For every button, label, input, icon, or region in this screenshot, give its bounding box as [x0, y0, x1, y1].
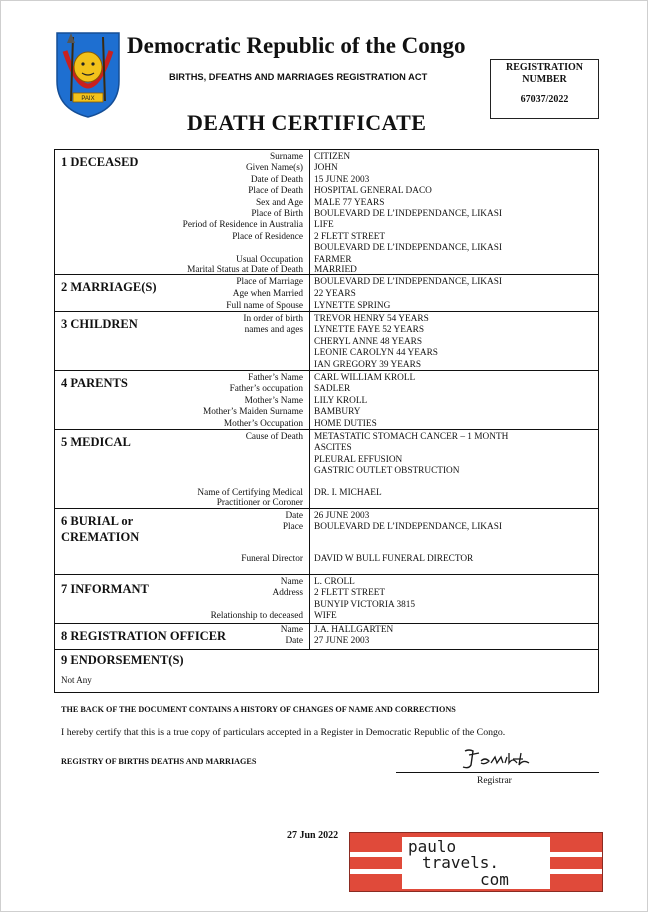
- section-title: 9 ENDORSEMENT(S): [61, 653, 184, 667]
- officer-name-value: J.A. HALLGARTEN: [314, 625, 394, 635]
- place-of-death-value: HOSPITAL GENERAL DACO: [314, 186, 432, 197]
- date-of-death-label: Date of Death: [250, 174, 303, 185]
- section-title: 5 MEDICAL: [61, 435, 131, 449]
- date-of-death-value: 15 JUNE 2003: [314, 174, 370, 185]
- child-entry: CHERYL ANNE 48 YEARS: [314, 336, 423, 347]
- burial-date-value: 26 JUNE 2003: [314, 511, 370, 521]
- svg-text:PAIX: PAIX: [81, 96, 95, 102]
- back-of-document-note: THE BACK OF THE DOCUMENT CONTAINS A HISTORY OF CHANGES OF NAME AND CORRECTIONS: [61, 705, 456, 714]
- registration-label: REGISTRATION NUMBER: [505, 62, 584, 85]
- fathers-occupation-label: Father’s occupation: [229, 384, 303, 395]
- certification-statement: I hereby certify that this is a true copy of particulars accepted in a Register in Democratic Republic of the Congo.: [61, 727, 506, 738]
- certifying-practitioner-label: Name of Certifying Medical: [197, 487, 303, 498]
- issue-date: 27 Jun 2022: [287, 830, 339, 841]
- fathers-name-label: Father’s Name: [248, 373, 303, 383]
- child-entry: IAN GREGORY 39 YEARS: [314, 359, 422, 370]
- section-medical: [55, 430, 598, 509]
- informant-name-value: L. CROLL: [314, 577, 355, 587]
- burial-place-label: Place: [282, 522, 303, 533]
- section-title: 2 MARRIAGE(S): [61, 280, 157, 294]
- country-name: Democratic Republic of the Congo: [127, 33, 466, 58]
- child-entry: LYNETTE FAYE 52 YEARS: [314, 325, 425, 336]
- mothers-occupation-value: HOME DUTIES: [314, 418, 377, 429]
- mothers-maiden-value: BAMBURY: [314, 407, 361, 418]
- section-title: 7 INFORMANT: [61, 582, 149, 596]
- paulo-travels-watermark: [349, 832, 603, 892]
- certifying-practitioner-value: DR. I. MICHAEL: [314, 487, 382, 498]
- section-title: 6 BURIAL or CREMATION: [61, 514, 140, 544]
- mothers-maiden-label: Mother’s Maiden Surname: [202, 407, 303, 418]
- children-label-2: names and ages: [244, 325, 303, 336]
- section-deceased: [55, 150, 598, 275]
- child-entry: LEONIE CAROLYN 44 YEARS: [314, 348, 438, 359]
- given-names-value: JOHN: [314, 163, 338, 174]
- children-label: In order of birth: [243, 314, 303, 324]
- relationship-value: WIFE: [314, 611, 337, 622]
- registration-number: 67037/2022: [520, 94, 569, 105]
- cause-of-death-value: PLEURAL EFFUSION: [314, 454, 403, 465]
- section-marriage: [55, 275, 598, 312]
- informant-address-value-2: BUNYIP VICTORIA 3815: [314, 599, 416, 610]
- usual-occupation-label: Usual Occupation: [236, 254, 303, 265]
- place-of-marriage-label: Place of Marriage: [236, 277, 303, 287]
- place-of-residence-value: 2 FLETT STREET: [314, 231, 386, 242]
- informant-name-label: Name: [280, 577, 303, 587]
- period-of-residence-label: Period of Residence in Australia: [182, 220, 303, 231]
- section-registration-officer: [55, 624, 598, 650]
- spouse-name-value: LYNETTE SPRING: [314, 300, 391, 311]
- cause-of-death-label: Cause of Death: [245, 432, 303, 442]
- watermark-text: paulo travels. com: [402, 837, 550, 889]
- sex-age-label: Sex and Age: [256, 197, 303, 208]
- certificate-form: [54, 149, 599, 693]
- section-title: 4 PARENTS: [61, 376, 128, 390]
- fathers-occupation-value: SADLER: [314, 384, 351, 395]
- funeral-director-value: DAVID W BULL FUNERAL DIRECTOR: [314, 553, 474, 564]
- informant-address-label: Address: [272, 588, 303, 599]
- mothers-name-label: Mother’s Name: [244, 395, 303, 406]
- section-burial: [55, 509, 598, 575]
- mothers-name-value: LILY KROLL: [314, 395, 368, 406]
- period-of-residence-value: LIFE: [314, 220, 334, 231]
- fathers-name-value: CARL WILLIAM KROLL: [314, 373, 416, 383]
- signature-line: [396, 772, 599, 773]
- spouse-name-label: Full name of Spouse: [226, 300, 303, 311]
- sex-age-value: MALE 77 YEARS: [314, 197, 385, 208]
- cause-of-death-value: ASCITES: [314, 443, 352, 454]
- registration-number-box: [490, 59, 599, 119]
- place-of-birth-label: Place of Birth: [251, 209, 303, 219]
- section-title: 8 REGISTRATION OFFICER: [61, 629, 227, 643]
- marital-status-value: MARRIED: [314, 264, 357, 275]
- registry-name: REGISTRY OF BIRTHS DEATHS AND MARRIAGES: [61, 757, 257, 766]
- section-title: 1 DECEASED: [61, 155, 139, 169]
- usual-occupation-value: FARMER: [314, 254, 352, 265]
- certifying-practitioner-label-2: Practitioner or Coroner: [216, 497, 303, 508]
- age-when-married-value: 22 YEARS: [314, 289, 356, 299]
- section-endorsement: [55, 650, 598, 692]
- funeral-director-label: Funeral Director: [241, 553, 303, 564]
- document-title: DEATH CERTIFICATE: [187, 110, 427, 135]
- burial-date-label: Date: [285, 511, 303, 521]
- place-of-marriage-value: BOULEVARD DE L’INDEPENDANCE, LIKASI: [314, 277, 502, 287]
- given-names-label: Given Name(s): [245, 163, 303, 174]
- age-when-married-label: Age when Married: [232, 289, 303, 299]
- endorsement-value: Not Any: [61, 675, 92, 685]
- registrar-signature: [457, 747, 537, 771]
- officer-date-value: 27 JUNE 2003: [314, 636, 370, 647]
- marital-status-label: Marital Status at Date of Death: [187, 264, 303, 275]
- cause-of-death-value: GASTRIC OUTLET OBSTRUCTION: [314, 466, 460, 477]
- relationship-label: Relationship to deceased: [210, 611, 303, 622]
- child-entry: TREVOR HENRY 54 YEARS: [314, 314, 429, 324]
- section-children: [55, 312, 598, 371]
- place-of-residence-label: Place of Residence: [232, 231, 303, 242]
- section-title: 3 CHILDREN: [61, 317, 138, 331]
- burial-place-value: BOULEVARD DE L’INDEPENDANCE, LIKASI: [314, 522, 502, 533]
- officer-date-label: Date: [285, 636, 303, 647]
- section-informant: [55, 575, 598, 624]
- registrar-label: Registrar: [477, 776, 512, 786]
- coat-of-arms-emblem: [51, 31, 125, 119]
- place-of-birth-value: BOULEVARD DE L’INDEPENDANCE, LIKASI: [314, 209, 502, 219]
- mothers-occupation-label: Mother’s Occupation: [223, 418, 303, 429]
- surname-label: Surname: [269, 152, 303, 162]
- informant-address-value: 2 FLETT STREET: [314, 588, 386, 599]
- section-parents: [55, 371, 598, 430]
- registration-act: BIRTHS, DFEATHS AND MARRIAGES REGISTRATION ACT: [169, 72, 428, 82]
- cause-of-death-value: METASTATIC STOMACH CANCER – 1 MONTH: [314, 432, 509, 442]
- place-of-residence-value-2: BOULEVARD DE L’INDEPENDANCE, LIKASI: [314, 243, 502, 254]
- officer-name-label: Name: [280, 625, 303, 635]
- place-of-death-label: Place of Death: [248, 186, 303, 197]
- surname-value: CITIZEN: [314, 152, 351, 162]
